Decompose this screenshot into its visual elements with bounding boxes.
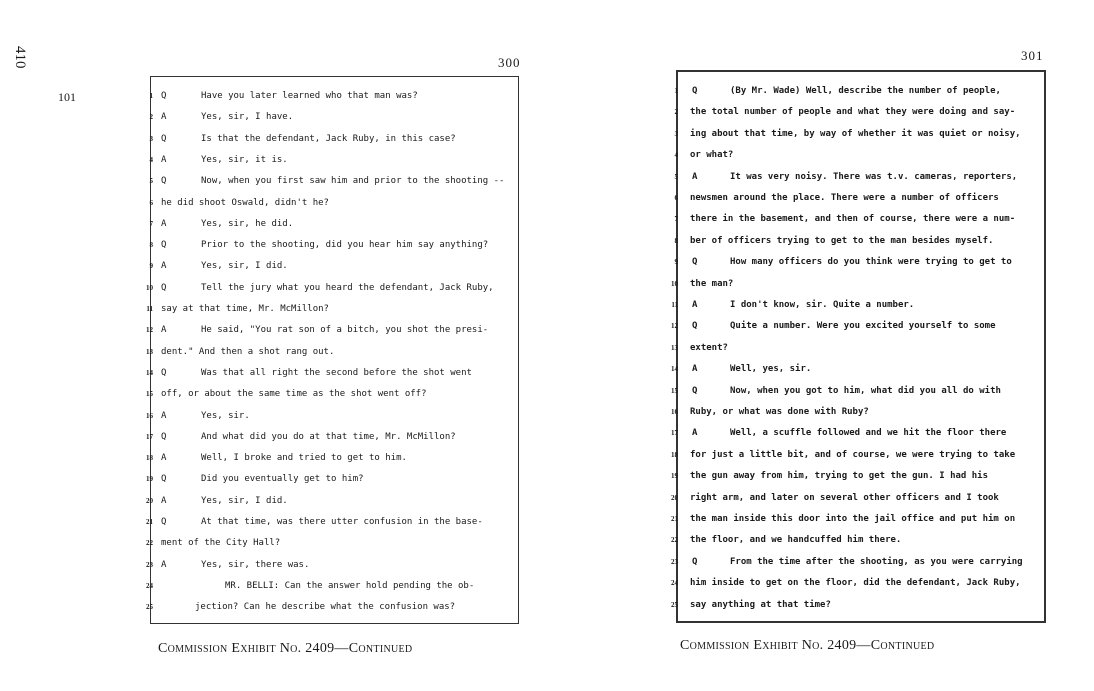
transcript-line [671,423,1044,444]
line-number: 25 [671,600,678,609]
transcript-line [146,427,518,448]
line-text: How many officers do you think were trying to get to [730,257,1012,268]
speaker-label: Q [161,91,167,101]
line-text: the man? [690,278,734,289]
transcript-line [151,256,518,277]
line-text: ing about that time, by way of whether it was quiet or noisy, [690,128,1021,139]
line-text: Yes, sir, I did. [201,495,288,506]
line-number: 5 [149,177,153,186]
speaker-label: A [692,428,698,439]
transcript-line [671,466,1044,487]
line-text: say at that time, Mr. McMillon? [161,304,329,314]
line-number: 10 [671,279,678,288]
line-text: the total number of people and what they were doing and say- [690,107,1016,118]
line-number: 12 [671,322,678,331]
line-number: 1 [674,87,678,95]
transcript-line [146,406,518,427]
line-text: ber of officers trying to get to the man besides myself. [690,235,994,246]
line-number: 25 [146,603,153,612]
line-number: 19 [671,472,678,481]
line-number: 22 [146,539,153,548]
line-number: 18 [671,450,678,459]
speaker-label: Q [161,176,167,187]
line-number: 10 [146,283,153,292]
line-text: Yes, sir, I have. [201,112,294,123]
line-text: Was that all right the second before the shot went [201,367,472,378]
line-number: 2 [674,108,678,117]
transcript-line [146,448,518,469]
line-text: Now, when you got to him, what did you all do with [730,385,1001,396]
right-caption: Commission Exhibit No. 2409—Continued [680,638,935,653]
transcript-line [146,342,518,363]
line-number: 19 [146,475,153,484]
line-text: dent." And then a shot rang out. [161,346,335,357]
speaker-label: A [161,218,167,229]
speaker-label: Q [161,517,167,527]
line-text: ment of the City Hall? [161,538,281,549]
line-number: 4 [674,151,678,160]
transcript-line [151,86,518,107]
speaker-label: A [692,171,698,182]
line-text: I don't know, sir. Quite a number. [730,300,915,310]
transcript-line [671,552,1044,573]
line-text: And what did you do at that time, Mr. McMillon? [201,431,456,442]
line-number: 21 [146,518,153,526]
line-number: 20 [146,496,153,505]
line-text: MR. BELLI: Can the answer hold pending the ob- [225,580,475,591]
line-text: Now, when you first saw him and prior to the shooting -- [201,176,505,187]
transcript-line [674,167,1044,188]
left-transcript-page [146,76,519,624]
transcript-line [671,359,1044,380]
line-number: 20 [671,493,678,502]
line-number: 18 [146,454,153,463]
transcript-line [146,533,518,554]
line-number: 11 [146,305,153,313]
transcript-line [671,402,1044,423]
line-text: Yes, sir, there was. [201,559,310,570]
transcript-line [674,145,1044,166]
transcript-line [146,597,518,618]
right-transcript-page [671,70,1046,623]
right-page-number: 301 [1021,48,1044,63]
transcript-line [671,338,1044,359]
line-number: 22 [671,536,678,545]
transcript-line [671,530,1044,551]
transcript-line [674,209,1044,230]
speaker-label: Q [161,240,167,251]
line-number: 16 [671,408,678,416]
line-number: 15 [671,386,678,395]
transcript-line [674,124,1044,145]
line-text: the gun away from him, trying to get the gun. I had his [690,471,989,482]
speaker-label: Q [161,431,167,442]
line-text: It was very noisy. There was t.v. cameras, reporters, [730,171,1018,182]
line-text: Well, yes, sir. [730,364,812,375]
transcript-line [674,81,1044,102]
line-number: 8 [149,241,153,250]
line-number: 3 [674,129,678,138]
line-number: 9 [674,258,678,267]
transcript-line [671,573,1044,594]
line-number: 23 [146,560,153,569]
line-number: 7 [149,219,153,228]
speaker-label: Q [692,385,698,396]
line-text: Did you eventually get to him? [201,474,364,485]
line-number: 6 [674,194,678,202]
line-number: 4 [149,155,153,164]
transcript-line [151,107,518,128]
transcript-line [151,129,518,150]
line-number: 24 [671,579,678,588]
line-text: Yes, sir, it is. [201,154,288,165]
transcript-line [146,299,518,320]
transcript-line [671,595,1044,616]
line-number: 6 [149,198,153,207]
transcript-line [674,252,1044,273]
line-text: Ruby, or what was done with Ruby? [690,407,869,417]
speaker-label: A [161,410,167,421]
line-number: 17 [146,432,153,441]
speaker-label: A [161,495,167,506]
line-number: 14 [146,368,153,377]
line-text: for just a little bit, and of course, we were trying to take [690,449,1016,460]
line-text: Have you later learned who that man was? [201,91,418,101]
speaker-label: Q [692,321,698,332]
line-number: 21 [671,515,678,523]
line-text: At that time, was there utter confusion in the base- [201,517,483,527]
line-text: From the time after the shooting, as you were carrying [730,556,1023,567]
line-number: 23 [671,557,678,566]
line-number: 2 [149,113,153,122]
transcript-line [671,488,1044,509]
line-number: 14 [671,365,678,374]
line-text: or what? [690,150,734,161]
transcript-line [146,491,518,512]
line-number: 13 [146,347,153,356]
transcript-line [146,278,518,299]
line-text: extent? [690,342,728,353]
line-text: Yes, sir, I did. [201,261,288,272]
line-number: 16 [146,411,153,420]
transcript-line [671,274,1044,295]
line-text: newsmen around the place. There were a number of officers [690,193,999,203]
speaker-label: A [161,261,167,272]
left-side-label: 101 [58,90,76,104]
transcript-line [151,214,518,235]
left-page-number: 300 [498,55,521,70]
line-text: there in the basement, and then of course, there were a num- [690,214,1016,225]
speaker-label: Q [692,257,698,268]
line-number: 7 [674,215,678,224]
line-text: right arm, and later on several other officers and I took [690,492,999,503]
transcript-line [151,171,518,192]
transcript-line [146,320,518,341]
line-text: Well, a scuffle followed and we hit the floor there [730,428,1007,439]
transcript-line [146,384,518,405]
transcript-line [151,150,518,171]
line-text: Yes, sir. [201,410,250,421]
line-number: 9 [149,262,153,271]
line-number: 13 [671,343,678,352]
transcript-line [146,555,518,576]
speaker-label: A [161,154,167,165]
line-number: 3 [149,134,153,143]
line-text: the floor, and we handcuffed him there. [690,535,902,546]
transcript-line [674,102,1044,123]
transcript-line [146,469,518,490]
line-text: He said, "You rat son of a bitch, you shot the presi- [201,325,489,336]
line-text: Prior to the shooting, did you hear him say anything? [201,240,489,251]
transcript-line [146,512,518,533]
speaker-label: Q [161,282,167,293]
line-number: 8 [674,236,678,245]
transcript-line [671,381,1044,402]
line-number: 24 [146,581,153,590]
line-text: Tell the jury what you heard the defendant, Jack Ruby, [201,282,494,293]
transcript-line [674,188,1044,209]
line-number: 12 [146,326,153,335]
speaker-label: Q [692,556,698,567]
speaker-label: A [161,325,167,336]
transcript-line [671,316,1044,337]
speaker-label: A [161,112,167,123]
line-text: the man inside this door into the jail office and put him on [690,514,1016,524]
line-text: (By Mr. Wade) Well, describe the number of people, [730,86,1001,96]
speaker-label: A [692,300,698,310]
speaker-label: A [161,559,167,570]
line-number: 17 [671,429,678,438]
transcript-line [671,445,1044,466]
speaker-label: Q [161,133,167,144]
margin-page-number: 410 [12,46,28,69]
line-text: Yes, sir, he did. [201,218,294,229]
speaker-label: Q [161,474,167,485]
line-text: he did shoot Oswald, didn't he? [161,197,329,208]
speaker-label: Q [161,367,167,378]
speaker-label: A [692,364,698,375]
line-text: off, or about the same time as the shot went off? [161,389,427,400]
line-number: 1 [149,92,153,100]
transcript-line [146,576,518,597]
transcript-line [674,231,1044,252]
transcript-line [146,363,518,384]
transcript-line [151,235,518,256]
line-text: Is that the defendant, Jack Ruby, in this case? [201,133,456,144]
transcript-line [671,295,1044,316]
line-text: Quite a number. Were you excited yourself to some [730,321,996,332]
line-text: Well, I broke and tried to get to him. [201,453,407,464]
left-caption: Commission Exhibit No. 2409—Continued [158,641,413,656]
transcript-line [671,509,1044,530]
line-number: 11 [671,301,678,309]
speaker-label: Q [692,86,698,96]
line-text: say anything at that time? [690,599,831,610]
line-text: him inside to get on the floor, did the defendant, Jack Ruby, [690,578,1021,589]
line-text: jection? Can he describe what the confusion was? [195,602,456,613]
transcript-line [151,193,518,214]
speaker-label: A [161,453,167,464]
line-number: 15 [146,390,153,399]
line-number: 5 [674,172,678,181]
